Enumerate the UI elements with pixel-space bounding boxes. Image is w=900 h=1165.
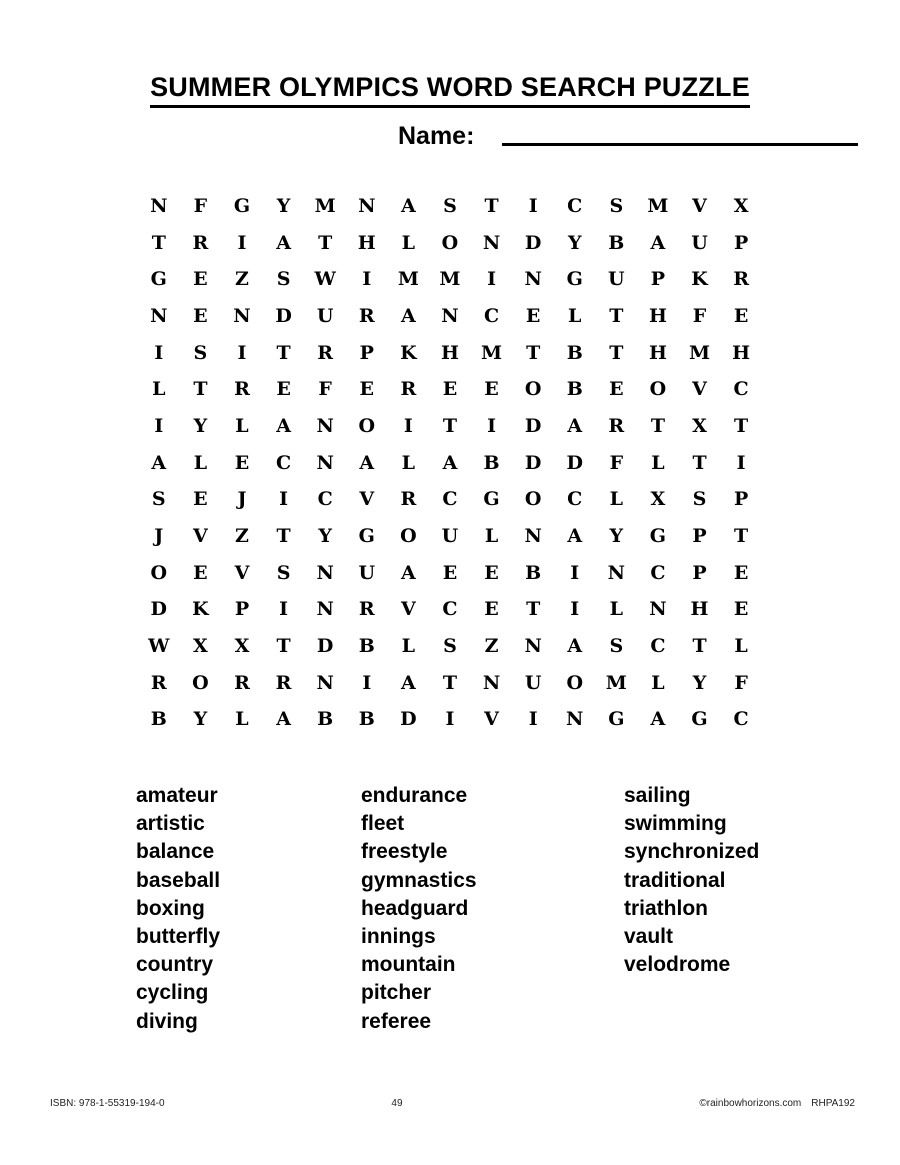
grid-cell[interactable]: R bbox=[192, 231, 209, 254]
grid-cell[interactable]: A bbox=[400, 671, 416, 694]
grid-cell[interactable]: E bbox=[193, 268, 208, 291]
grid-cell[interactable]: R bbox=[234, 671, 250, 694]
grid-cell[interactable]: E bbox=[733, 598, 749, 621]
word-list-item[interactable]: baseball bbox=[136, 868, 221, 892]
grid-cell[interactable]: I bbox=[403, 414, 413, 437]
grid-cell[interactable]: T bbox=[609, 341, 624, 364]
grid-cell[interactable]: D bbox=[566, 451, 583, 474]
grid-cell[interactable]: A bbox=[359, 451, 375, 474]
grid-cell[interactable]: N bbox=[524, 525, 542, 548]
grid-cell[interactable]: S bbox=[609, 194, 624, 217]
grid-cell[interactable]: V bbox=[484, 708, 499, 731]
word-list-item[interactable]: synchronized bbox=[624, 840, 760, 864]
grid-cell[interactable]: N bbox=[607, 561, 626, 584]
word-list-item[interactable]: gymnastics bbox=[361, 868, 477, 892]
grid-cell[interactable]: L bbox=[193, 451, 208, 474]
word-list-item[interactable]: diving bbox=[136, 1009, 198, 1033]
word-list-item[interactable]: amateur bbox=[136, 784, 218, 807]
grid-cell[interactable]: P bbox=[733, 231, 749, 254]
grid-cell[interactable]: O bbox=[192, 671, 209, 694]
footer-credit bbox=[699, 1098, 855, 1109]
grid-cell[interactable]: C bbox=[442, 488, 458, 511]
grid-cell[interactable]: I bbox=[528, 708, 538, 731]
grid-cell[interactable]: B bbox=[608, 231, 625, 254]
word-list-item[interactable]: sailing bbox=[624, 784, 691, 807]
grid-cell[interactable]: P bbox=[692, 525, 707, 548]
grid-cell[interactable]: O bbox=[524, 378, 542, 401]
grid-cell[interactable]: E bbox=[193, 488, 208, 511]
grid-cell[interactable]: I bbox=[279, 598, 289, 621]
grid-cell[interactable]: R bbox=[358, 304, 375, 327]
grid-cell[interactable]: M bbox=[314, 194, 336, 217]
grid-cell[interactable]: S bbox=[443, 194, 457, 217]
grid-cell[interactable]: I bbox=[736, 451, 746, 474]
word-list-item[interactable]: mountain bbox=[361, 953, 456, 977]
grid-row bbox=[138, 335, 762, 372]
grid-cell[interactable]: B bbox=[483, 451, 500, 474]
word-list-item[interactable]: headguard bbox=[361, 896, 469, 920]
grid-cell[interactable]: T bbox=[442, 414, 458, 437]
grid-cell[interactable]: R bbox=[733, 268, 749, 291]
grid-cell[interactable]: H bbox=[357, 231, 376, 254]
grid-row bbox=[138, 702, 762, 739]
grid-cell[interactable]: O bbox=[150, 561, 168, 584]
grid-cell[interactable]: H bbox=[690, 598, 709, 621]
grid-cell[interactable]: R bbox=[400, 488, 417, 511]
grid-cell[interactable]: M bbox=[605, 671, 627, 694]
grid-cell[interactable]: G bbox=[608, 708, 625, 731]
grid-cell[interactable]: K bbox=[400, 341, 417, 364]
grid-cell[interactable]: G bbox=[649, 525, 667, 548]
grid-cell[interactable]: I bbox=[487, 414, 496, 437]
grid-cell[interactable]: X bbox=[193, 635, 208, 658]
grid-row bbox=[138, 188, 762, 225]
grid-cell[interactable]: V bbox=[359, 488, 375, 511]
grid-cell[interactable]: L bbox=[235, 708, 249, 731]
grid-cell[interactable]: B bbox=[566, 341, 583, 364]
grid-cell[interactable]: S bbox=[609, 635, 624, 658]
word-list-item[interactable]: vault bbox=[624, 925, 674, 949]
grid-cell[interactable]: D bbox=[150, 598, 168, 621]
grid-cell[interactable]: L bbox=[401, 451, 416, 474]
grid-cell[interactable]: U bbox=[358, 561, 376, 584]
grid-cell[interactable]: O bbox=[358, 414, 376, 437]
grid-cell[interactable]: A bbox=[276, 231, 291, 254]
grid-cell[interactable]: U bbox=[316, 304, 334, 327]
grid-cell[interactable]: T bbox=[276, 341, 291, 364]
grid-cell[interactable]: X bbox=[733, 194, 749, 217]
grid-cell[interactable]: Y bbox=[276, 194, 291, 217]
grid-cell[interactable]: T bbox=[193, 378, 208, 401]
grid-cell[interactable]: N bbox=[316, 451, 334, 474]
grid-cell[interactable]: I bbox=[570, 561, 580, 584]
grid-row bbox=[138, 445, 762, 482]
footer-credit-site: ©rainbowhorizons.com bbox=[699, 1098, 802, 1109]
grid-row bbox=[138, 518, 762, 555]
word-list-item[interactable]: country bbox=[136, 953, 214, 977]
grid-cell[interactable]: I bbox=[237, 341, 247, 364]
grid-cell[interactable]: H bbox=[648, 341, 667, 364]
grid-cell[interactable]: T bbox=[151, 231, 166, 254]
grid-cell[interactable]: I bbox=[279, 488, 289, 511]
grid-cell[interactable]: O bbox=[524, 488, 542, 511]
grid-cell[interactable]: D bbox=[524, 231, 542, 254]
grid-cell[interactable]: T bbox=[734, 414, 749, 437]
grid-cell[interactable]: C bbox=[317, 488, 333, 511]
grid-cell[interactable]: L bbox=[609, 598, 623, 621]
grid-row bbox=[138, 665, 762, 702]
grid-cell[interactable]: E bbox=[359, 378, 374, 401]
name-label: Name: bbox=[398, 122, 475, 150]
grid-cell[interactable]: Y bbox=[318, 525, 332, 548]
grid-cell[interactable]: P bbox=[692, 561, 707, 584]
grid-cell[interactable]: G bbox=[358, 525, 375, 548]
grid-cell[interactable]: B bbox=[566, 378, 583, 401]
footer-isbn: ISBN: 978-1-55319-194-0 bbox=[50, 1098, 165, 1109]
grid-cell[interactable]: L bbox=[734, 635, 748, 658]
grid-cell[interactable]: L bbox=[651, 451, 665, 474]
grid-cell[interactable]: C bbox=[733, 708, 749, 731]
grid-cell[interactable]: S bbox=[276, 561, 291, 584]
grid-cell[interactable]: B bbox=[358, 635, 375, 658]
grid-row bbox=[138, 261, 762, 298]
word-column-2 bbox=[361, 782, 624, 1036]
grid-cell[interactable]: T bbox=[650, 414, 665, 437]
grid-cell[interactable]: L bbox=[609, 488, 623, 511]
grid-cell[interactable]: T bbox=[609, 304, 624, 327]
grid-cell[interactable]: F bbox=[692, 304, 707, 327]
word-list-item[interactable]: cycling bbox=[136, 981, 209, 1005]
grid-cell[interactable]: P bbox=[359, 341, 374, 364]
grid-cell[interactable]: L bbox=[568, 304, 582, 327]
grid-cell[interactable]: T bbox=[692, 451, 707, 474]
grid-cell[interactable]: U bbox=[691, 231, 708, 254]
grid-cell[interactable]: S bbox=[692, 488, 707, 511]
word-column-1 bbox=[136, 782, 361, 1036]
grid-cell[interactable]: V bbox=[692, 194, 707, 217]
grid-row bbox=[138, 628, 762, 665]
grid-cell[interactable]: O bbox=[400, 525, 417, 548]
letter-grid bbox=[138, 188, 762, 738]
grid-cell[interactable]: E bbox=[733, 561, 749, 584]
word-list-item[interactable]: butterfly bbox=[136, 925, 220, 949]
grid-cell[interactable]: K bbox=[192, 598, 209, 621]
grid-cell[interactable]: T bbox=[526, 341, 541, 364]
grid-cell[interactable]: T bbox=[692, 635, 707, 658]
grid-cell[interactable]: A bbox=[567, 414, 583, 437]
grid-cell[interactable]: P bbox=[733, 488, 749, 511]
grid-cell[interactable]: N bbox=[358, 194, 376, 217]
grid-cell[interactable]: F bbox=[318, 378, 332, 401]
grid-cell[interactable]: N bbox=[316, 414, 334, 437]
grid-cell[interactable]: Y bbox=[193, 708, 208, 731]
grid-cell[interactable]: O bbox=[441, 231, 459, 254]
grid-cell[interactable]: X bbox=[650, 488, 666, 511]
grid-row bbox=[138, 592, 762, 629]
grid-cell[interactable]: A bbox=[400, 194, 416, 217]
grid-cell[interactable]: L bbox=[484, 525, 499, 548]
grid-cell[interactable]: N bbox=[316, 598, 334, 621]
grid-cell[interactable]: V bbox=[193, 525, 208, 548]
grid-cell[interactable]: D bbox=[524, 414, 542, 437]
grid-cell[interactable]: D bbox=[275, 304, 292, 327]
grid-cell[interactable]: A bbox=[276, 708, 291, 731]
grid-cell[interactable]: R bbox=[150, 671, 167, 694]
grid-row bbox=[138, 482, 762, 519]
grid-cell[interactable]: S bbox=[151, 488, 166, 511]
grid-cell[interactable]: V bbox=[692, 378, 707, 401]
grid-cell[interactable]: T bbox=[526, 598, 541, 621]
grid-cell[interactable]: X bbox=[234, 635, 250, 658]
word-list bbox=[136, 782, 866, 1036]
word-list-item[interactable]: velodrome bbox=[624, 953, 731, 977]
grid-cell[interactable]: H bbox=[648, 304, 667, 327]
grid-cell[interactable]: E bbox=[442, 561, 458, 584]
grid-cell[interactable]: M bbox=[481, 341, 503, 364]
page-title: SUMMER OLYMPICS WORD SEARCH PUZZLE bbox=[150, 72, 750, 108]
name-blank-line[interactable] bbox=[502, 142, 858, 146]
footer-product-code: RHPA192 bbox=[811, 1098, 855, 1109]
grid-cell[interactable]: I bbox=[445, 708, 455, 731]
grid-cell[interactable]: I bbox=[570, 598, 580, 621]
grid-cell[interactable]: S bbox=[193, 341, 208, 364]
grid-cell[interactable]: I bbox=[237, 231, 247, 254]
grid-row bbox=[138, 298, 762, 335]
title-block bbox=[0, 72, 900, 108]
grid-cell[interactable]: W bbox=[314, 268, 336, 291]
grid-cell[interactable]: E bbox=[484, 561, 499, 584]
grid-cell[interactable]: N bbox=[316, 671, 334, 694]
grid-cell[interactable]: I bbox=[362, 671, 372, 694]
grid-row bbox=[138, 225, 762, 262]
grid-cell[interactable]: M bbox=[647, 194, 669, 217]
word-list-item[interactable]: balance bbox=[136, 840, 215, 864]
grid-cell[interactable]: I bbox=[362, 268, 372, 291]
grid-cell[interactable]: T bbox=[734, 525, 749, 548]
grid-cell[interactable]: K bbox=[691, 268, 708, 291]
grid-cell[interactable]: P bbox=[234, 598, 250, 621]
word-list-item[interactable]: fleet bbox=[361, 812, 405, 836]
grid-cell[interactable]: E bbox=[234, 451, 250, 474]
grid-cell[interactable]: N bbox=[316, 561, 334, 584]
word-list-item[interactable]: endurance bbox=[361, 784, 468, 807]
grid-cell[interactable]: E bbox=[193, 304, 208, 327]
grid-cell[interactable]: C bbox=[567, 488, 583, 511]
grid-cell[interactable]: E bbox=[609, 378, 624, 401]
grid-cell[interactable]: C bbox=[733, 378, 749, 401]
grid-cell[interactable]: E bbox=[442, 378, 458, 401]
grid-cell[interactable]: O bbox=[649, 378, 667, 401]
grid-cell[interactable]: C bbox=[442, 598, 458, 621]
grid-cell[interactable]: Y bbox=[193, 414, 208, 437]
grid-cell[interactable]: T bbox=[318, 231, 333, 254]
grid-cell[interactable]: N bbox=[482, 671, 501, 694]
grid-cell[interactable]: M bbox=[688, 341, 711, 364]
grid-cell[interactable]: C bbox=[650, 561, 666, 584]
grid-cell[interactable]: S bbox=[443, 635, 457, 658]
grid-cell[interactable]: T bbox=[276, 525, 291, 548]
grid-cell[interactable]: R bbox=[358, 598, 375, 621]
grid-cell[interactable]: J bbox=[237, 488, 247, 511]
word-list-item[interactable]: traditional bbox=[624, 868, 726, 892]
footer-page-number: 49 bbox=[391, 1098, 403, 1109]
grid-cell[interactable]: M bbox=[439, 268, 461, 291]
grid-cell[interactable]: M bbox=[397, 268, 419, 291]
grid-cell[interactable]: G bbox=[691, 708, 708, 731]
grid-cell[interactable]: A bbox=[442, 451, 458, 474]
grid-cell[interactable]: I bbox=[154, 341, 164, 364]
grid-cell[interactable]: C bbox=[650, 635, 666, 658]
word-list-item[interactable]: boxing bbox=[136, 896, 205, 920]
grid-cell[interactable]: H bbox=[732, 341, 751, 364]
grid-cell[interactable]: L bbox=[152, 378, 166, 401]
grid-cell[interactable]: G bbox=[233, 194, 251, 217]
grid-cell[interactable]: C bbox=[276, 451, 292, 474]
grid-cell[interactable]: E bbox=[525, 304, 541, 327]
grid-cell[interactable]: C bbox=[483, 304, 500, 327]
grid-cell[interactable]: S bbox=[276, 268, 291, 291]
grid-cell[interactable]: U bbox=[524, 671, 542, 694]
grid-cell[interactable]: P bbox=[650, 268, 666, 291]
grid-cell[interactable]: B bbox=[317, 708, 334, 731]
grid-cell[interactable]: R bbox=[317, 341, 334, 364]
grid-cell[interactable]: N bbox=[150, 194, 168, 217]
grid-row bbox=[138, 371, 762, 408]
word-list-item[interactable]: freestyle bbox=[361, 840, 448, 864]
word-list-item[interactable]: artistic bbox=[136, 812, 205, 836]
word-list-item[interactable]: swimming bbox=[624, 812, 727, 836]
grid-cell[interactable]: G bbox=[150, 268, 167, 291]
grid-cell[interactable]: A bbox=[400, 304, 416, 327]
grid-cell[interactable]: Z bbox=[235, 268, 249, 291]
grid-cell[interactable]: L bbox=[401, 231, 416, 254]
grid-cell[interactable]: H bbox=[440, 341, 459, 364]
grid-cell[interactable]: N bbox=[441, 304, 459, 327]
grid-cell[interactable]: N bbox=[482, 231, 501, 254]
grid-cell[interactable]: B bbox=[358, 708, 375, 731]
grid-cell[interactable]: B bbox=[150, 708, 167, 731]
grid-cell[interactable]: R bbox=[234, 378, 250, 401]
grid-cell[interactable]: L bbox=[651, 671, 665, 694]
word-list-item[interactable]: innings bbox=[361, 925, 436, 949]
grid-cell[interactable]: R bbox=[400, 378, 417, 401]
grid-cell[interactable]: B bbox=[525, 561, 542, 584]
grid-cell[interactable]: T bbox=[276, 635, 291, 658]
grid-cell[interactable]: Y bbox=[692, 671, 707, 694]
grid-cell[interactable]: N bbox=[150, 304, 168, 327]
grid-cell[interactable]: G bbox=[566, 268, 583, 291]
grid-cell[interactable]: Z bbox=[235, 525, 249, 548]
grid-cell[interactable]: N bbox=[524, 635, 542, 658]
grid-cell[interactable]: N bbox=[566, 708, 584, 731]
grid-cell[interactable]: X bbox=[692, 414, 707, 437]
grid-cell[interactable]: I bbox=[528, 194, 538, 217]
grid-cell[interactable]: E bbox=[733, 304, 749, 327]
grid-cell[interactable]: O bbox=[566, 671, 584, 694]
grid-cell[interactable]: Z bbox=[484, 635, 499, 658]
grid-cell[interactable]: E bbox=[193, 561, 208, 584]
grid-cell[interactable]: U bbox=[441, 525, 459, 548]
grid-cell[interactable]: C bbox=[567, 194, 583, 217]
grid-cell[interactable]: I bbox=[154, 414, 164, 437]
grid-cell[interactable]: A bbox=[151, 451, 167, 474]
grid-cell[interactable]: G bbox=[483, 488, 500, 511]
grid-cell[interactable]: I bbox=[487, 268, 496, 291]
grid-cell[interactable]: W bbox=[148, 635, 170, 658]
grid-cell[interactable]: R bbox=[608, 414, 625, 437]
grid-cell[interactable]: Y bbox=[609, 525, 624, 548]
word-list-item[interactable]: pitcher bbox=[361, 981, 432, 1005]
grid-cell[interactable]: J bbox=[154, 525, 164, 548]
grid-cell[interactable]: E bbox=[484, 598, 499, 621]
grid-cell[interactable]: N bbox=[233, 304, 251, 327]
grid-cell[interactable]: N bbox=[524, 268, 542, 291]
grid-cell[interactable]: E bbox=[276, 378, 291, 401]
grid-cell[interactable]: A bbox=[400, 561, 416, 584]
word-list-item[interactable]: triathlon bbox=[624, 896, 708, 920]
grid-cell[interactable]: L bbox=[235, 414, 249, 437]
grid-cell[interactable]: E bbox=[484, 378, 499, 401]
name-row bbox=[398, 122, 858, 150]
grid-cell[interactable]: A bbox=[567, 635, 583, 658]
word-list-item[interactable]: referee bbox=[361, 1009, 432, 1033]
grid-cell[interactable]: V bbox=[234, 561, 250, 584]
grid-cell[interactable]: D bbox=[400, 708, 417, 731]
grid-cell[interactable]: N bbox=[649, 598, 667, 621]
grid-cell[interactable]: T bbox=[484, 194, 499, 217]
grid-row bbox=[138, 555, 762, 592]
grid-cell[interactable]: F bbox=[734, 671, 748, 694]
grid-cell[interactable]: F bbox=[193, 194, 208, 217]
grid-cell[interactable]: A bbox=[567, 525, 583, 548]
grid-cell[interactable]: T bbox=[442, 671, 458, 694]
grid-cell[interactable]: A bbox=[650, 708, 666, 731]
grid-cell[interactable]: D bbox=[524, 451, 542, 474]
grid-cell[interactable]: Y bbox=[567, 231, 582, 254]
word-column-3 bbox=[624, 782, 866, 1036]
grid-cell[interactable]: V bbox=[400, 598, 416, 621]
page-footer bbox=[50, 1098, 855, 1109]
grid-cell[interactable]: R bbox=[275, 671, 292, 694]
grid-cell[interactable]: U bbox=[608, 268, 625, 291]
grid-row bbox=[138, 408, 762, 445]
grid-cell[interactable]: F bbox=[609, 451, 624, 474]
grid-cell[interactable]: D bbox=[316, 635, 334, 658]
grid-cell[interactable]: A bbox=[276, 414, 291, 437]
grid-cell[interactable]: L bbox=[401, 635, 416, 658]
grid-cell[interactable]: A bbox=[650, 231, 666, 254]
